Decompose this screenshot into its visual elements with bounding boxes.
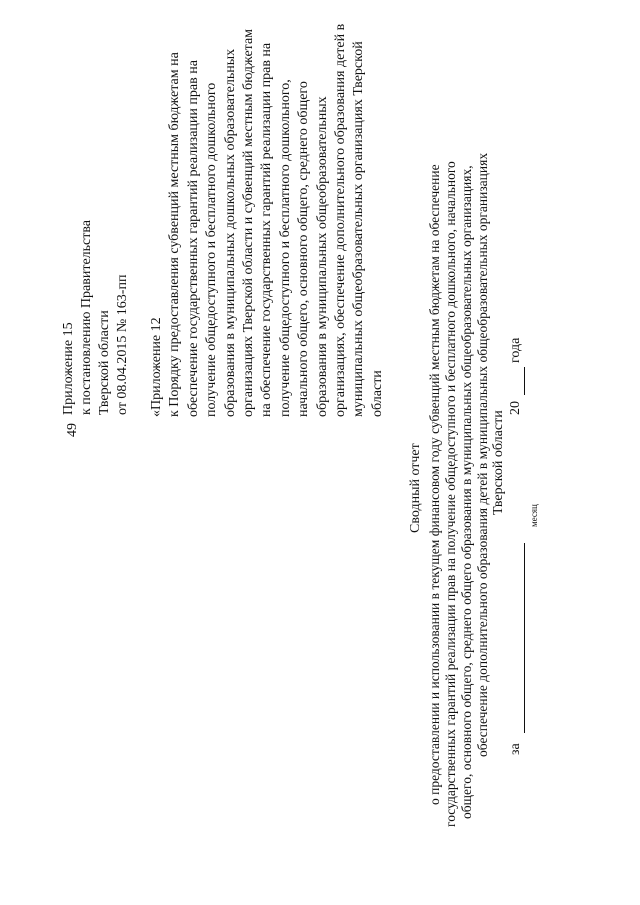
appendix-12-line: области bbox=[369, 370, 385, 417]
appendix-12-line: образования в муниципальных общеобразовательных bbox=[314, 96, 330, 417]
appendix-12-line: организациях, обеспечение дополнительного образования детей в bbox=[333, 23, 349, 417]
month-hint: месяц bbox=[529, 504, 539, 527]
appendix-15-title: Приложение 15 bbox=[61, 322, 76, 415]
page-number: 49 bbox=[65, 423, 80, 437]
appendix-15-line: Тверской области bbox=[97, 310, 112, 415]
appendix-12-line: муниципальных общеобразовательных организациях Тверской bbox=[351, 41, 367, 417]
appendix-12-line: «Приложение 12 bbox=[149, 317, 164, 417]
report-period-line bbox=[508, 325, 540, 755]
month-underline bbox=[524, 543, 525, 733]
appendix-12-line: начального общего, основного общего, среднего общего bbox=[296, 81, 312, 417]
appendix-15-block bbox=[60, 220, 132, 415]
report-subtitle-line: о предоставлении и использовании в текущем финансовом году субвенций местным бюджетам на обеспечение bbox=[427, 164, 442, 805]
report-subtitle-line: общего, основного общего, среднего общего образования в муниципальных общеобразовательных организациях, bbox=[459, 165, 474, 819]
report-subtitle-line: обеспечение дополнительного образования детей в муниципальных общеобразовательных организациях bbox=[475, 152, 490, 757]
appendix-12-line: образования в муниципальных дошкольных образовательных bbox=[222, 48, 238, 417]
appendix-12-line: к Порядку предоставления субвенций местным бюджетам на bbox=[167, 52, 183, 417]
appendix-12-line: получение общедоступного и бесплатного дошкольного bbox=[204, 82, 220, 417]
report-region: Тверской области bbox=[491, 410, 506, 515]
appendix-15-line: к постановлению Правительства bbox=[79, 219, 94, 415]
appendix-12-line: на обеспечение государственных гарантий реализации прав на bbox=[259, 42, 275, 417]
year-prefix: 20 bbox=[508, 401, 523, 415]
appendix-12-line: организациях Тверской области и субвенций местным бюджетам bbox=[241, 28, 257, 417]
year-underline bbox=[524, 367, 525, 395]
report-subtitle-line: государственных гарантий реализации прав на получение общедоступного и бесплатного дошкольного, начального bbox=[443, 161, 458, 827]
appendix-15-line: от 08.04.2015 № 163-пп bbox=[115, 274, 130, 415]
period-suffix: года bbox=[508, 337, 523, 363]
period-prefix: за bbox=[508, 743, 523, 755]
report-title: Сводный отчет bbox=[408, 443, 423, 533]
appendix-12-line: обеспечение государственных гарантий реализации прав на bbox=[185, 60, 201, 417]
appendix-12-line: получение общедоступного и бесплатного дошкольного, bbox=[277, 79, 293, 417]
appendix-12-block bbox=[148, 24, 387, 417]
